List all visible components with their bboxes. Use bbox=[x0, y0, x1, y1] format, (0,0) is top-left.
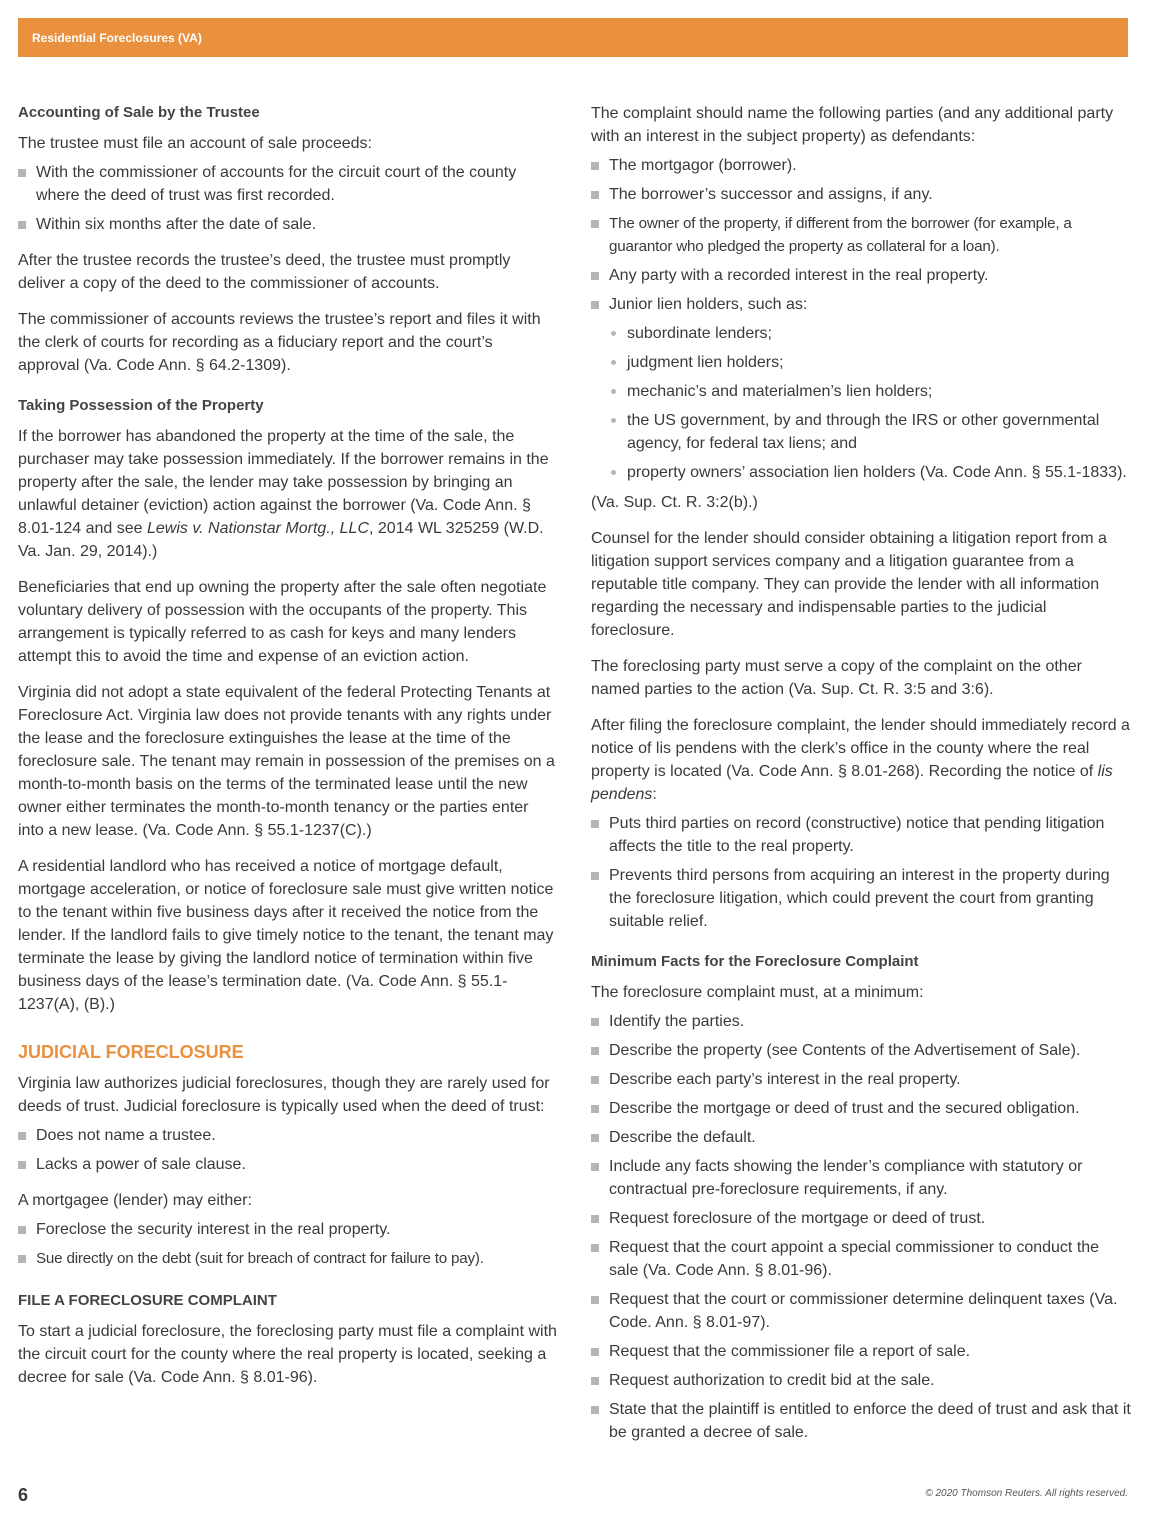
right-column bbox=[591, 100, 1131, 1457]
list-item: With the commissioner of accounts for the circuit court of the county where the deed of trust was first recorded. bbox=[18, 161, 558, 207]
parties-list bbox=[591, 154, 1131, 484]
list-item: Within six months after the date of sale. bbox=[18, 213, 558, 236]
possession-paragraph: Virginia did not adopt a state equivalent of the federal Protecting Tenants at Foreclosure Act. Virginia law does not provide tenants with any rights under the lease and the foreclosure extinguishes the lease at the time of the foreclosure sale. The tenant may remain in possession of the premises on a month-to-month basis on the terms of the terminated lease until the new owner either terminates the month-to-month tenancy or the parties enter into a new lease. (Va. Code Ann. § 55.1-1237(C).) bbox=[18, 684, 555, 839]
accounting-intro: The trustee must file an account of sale proceeds: bbox=[18, 135, 372, 152]
accounting-list bbox=[18, 161, 558, 236]
list-item: Request that the court or commissioner determine delinquent taxes (Va. Code. Ann. § 8.01-97). bbox=[591, 1288, 1131, 1334]
list-item: The borrower’s successor and assigns, if any. bbox=[591, 183, 1131, 206]
parties-citation: (Va. Sup. Ct. R. 3:2(b).) bbox=[591, 494, 758, 511]
minimum-facts-heading: Minimum Facts for the Foreclosure Complaint bbox=[591, 953, 919, 970]
list-item: Puts third parties on record (constructive) notice that pending litigation affects the title to the real property. bbox=[591, 812, 1131, 858]
list-item: Request foreclosure of the mortgage or deed of trust. bbox=[591, 1207, 1131, 1230]
list-item: State that the plaintiff is entitled to enforce the deed of trust and ask that it be granted a decree of sale. bbox=[591, 1398, 1131, 1444]
list-item: Describe the property (see Contents of the Advertisement of Sale). bbox=[591, 1039, 1131, 1062]
list-item: Foreclose the security interest in the real property. bbox=[18, 1218, 558, 1241]
list-item: Identify the parties. bbox=[591, 1010, 1131, 1033]
case-name: Lewis v. Nationstar Mortg., LLC bbox=[147, 520, 370, 537]
judicial-paragraph: Virginia law authorizes judicial foreclosures, though they are rarely used for deeds of trust. Judicial foreclosure is typically used when the deed of trust: bbox=[18, 1075, 550, 1115]
list-item: Describe the default. bbox=[591, 1126, 1131, 1149]
list-item: The mortgagor (borrower). bbox=[591, 154, 1131, 177]
list-item: Describe the mortgage or deed of trust and the secured obligation. bbox=[591, 1097, 1131, 1120]
text-run: After filing the foreclosure complaint, the lender should immediately record a notice of lis pendens with the clerk’s office in the county where the real property is located (Va. Code Ann. § 8.01-268). Recording the notice of bbox=[591, 717, 1130, 780]
list-item: Include any facts showing the lender’s compliance with statutory or contractual pre-foreclosure requirements, if any. bbox=[591, 1155, 1131, 1201]
lis-pendens-list bbox=[591, 812, 1131, 933]
page-number: 6 bbox=[18, 1485, 29, 1505]
list-item: Describe each party’s interest in the real property. bbox=[591, 1068, 1131, 1091]
list-item: Request that the court appoint a special commissioner to conduct the sale (Va. Code Ann. § 8.01-96). bbox=[591, 1236, 1131, 1282]
parties-intro: The complaint should name the following parties (and any additional party with an interest in the subject property) as defendants: bbox=[591, 105, 1114, 145]
text-run: , 2014 WL 325259 (W.D. Va. Jan. 29, 2014).) bbox=[18, 520, 544, 560]
possession-paragraph: A residential landlord who has received a notice of mortgage default, mortgage acceleration, or notice of foreclosure sale must give written notice to the tenant within five business days after it received the notice from the lender. If the landlord fails to give timely notice to the tenant, the tenant may terminate the lease by giving the landlord notice of termination within five business days of the lease’s termination date. (Va. Code Ann. § 55.1-1237(A), (B).) bbox=[18, 858, 554, 1013]
counsel-paragraph: Counsel for the lender should consider obtaining a litigation report from a litigation support services company and a litigation guarantee from a reputable title company. They can provide the lender with all information regarding the necessary and indispensable parties to the judicial foreclosure. bbox=[591, 530, 1107, 639]
list-item-label: Junior lien holders, such as: bbox=[609, 296, 808, 313]
list-item: Prevents third persons from acquiring an interest in the property during the foreclosure litigation, which could prevent the court from granting suitable relief. bbox=[591, 864, 1131, 933]
accounting-paragraph: After the trustee records the trustee’s deed, the trustee must promptly deliver a copy of the deed to the commissioner of accounts. bbox=[18, 252, 511, 292]
file-complaint-heading: FILE A FORECLOSURE COMPLAINT bbox=[18, 1292, 277, 1309]
document-title: Residential Foreclosures (VA) bbox=[32, 30, 202, 45]
italic-term: lis pendens bbox=[591, 763, 1113, 803]
minimum-facts-list bbox=[591, 1010, 1131, 1444]
judicial-paragraph: A mortgagee (lender) may either: bbox=[18, 1192, 252, 1209]
sub-list-item: property owners’ association lien holders (Va. Code Ann. § 55.1-1833). bbox=[609, 461, 1131, 484]
sub-list-item: subordinate lenders; bbox=[609, 322, 1131, 345]
lien-holder-list bbox=[609, 322, 1131, 484]
list-item: Lacks a power of sale clause. bbox=[18, 1153, 558, 1176]
possession-paragraph bbox=[18, 425, 558, 563]
sub-list-item: judgment lien holders; bbox=[609, 351, 1131, 374]
lis-pendens-paragraph bbox=[591, 714, 1131, 806]
list-item: Any party with a recorded interest in the real property. bbox=[591, 264, 1131, 287]
possession-heading: Taking Possession of the Property bbox=[18, 397, 264, 414]
sub-list-item: mechanic’s and materialmen’s lien holders; bbox=[609, 380, 1131, 403]
minimum-facts-intro: The foreclosure complaint must, at a minimum: bbox=[591, 984, 924, 1001]
list-item: Sue directly on the debt (suit for breach of contract for failure to pay). bbox=[18, 1247, 558, 1270]
possession-paragraph: Beneficiaries that end up owning the property after the sale often negotiate voluntary delivery of possession with the occupants of the property. This arrangement is typically referred to as cash for keys and many lenders attempt this to avoid the time and expense of an eviction action. bbox=[18, 579, 547, 665]
list-item bbox=[591, 293, 1131, 484]
judicial-options-list bbox=[18, 1218, 558, 1270]
text-run: If the borrower has abandoned the property at the time of the sale, the purchaser may take possession immediately. If the borrower remains in the property after the sale, the lender may take possession by bringing an unlawful detainer (eviction) action against the borrower (Va. Code Ann. § 8.01-124 and see bbox=[18, 428, 549, 537]
accounting-heading: Accounting of Sale by the Trustee bbox=[18, 104, 260, 121]
text-run: : bbox=[652, 786, 657, 803]
accounting-paragraph: The commissioner of accounts reviews the trustee’s report and files it with the clerk of courts for recording as a fiduciary report and the court’s approval (Va. Code Ann. § 64.2-1309). bbox=[18, 311, 541, 374]
list-item: Does not name a trustee. bbox=[18, 1124, 558, 1147]
left-column bbox=[18, 100, 558, 1402]
file-complaint-paragraph: To start a judicial foreclosure, the foreclosing party must file a complaint with the circuit court for the county where the real property is located, seeking a decree for sale (Va. Code Ann. § 8.01-96). bbox=[18, 1323, 557, 1386]
copyright-notice: © 2020 Thomson Reuters. All rights reserved. bbox=[925, 1488, 1128, 1499]
list-item: Request authorization to credit bid at the sale. bbox=[591, 1369, 1131, 1392]
header-bar bbox=[18, 18, 1128, 57]
list-item: The owner of the property, if different from the borrower (for example, a guarantor who pledged the property as collateral for a loan). bbox=[591, 212, 1131, 258]
judicial-list bbox=[18, 1124, 558, 1176]
judicial-heading: JUDICIAL FORECLOSURE bbox=[18, 1042, 244, 1062]
sub-list-item: the US government, by and through the IRS or other governmental agency, for federal tax liens; and bbox=[609, 409, 1131, 455]
serve-paragraph: The foreclosing party must serve a copy of the complaint on the other named parties to the action (Va. Sup. Ct. R. 3:5 and 3:6). bbox=[591, 658, 1082, 698]
list-item: Request that the commissioner file a report of sale. bbox=[591, 1340, 1131, 1363]
